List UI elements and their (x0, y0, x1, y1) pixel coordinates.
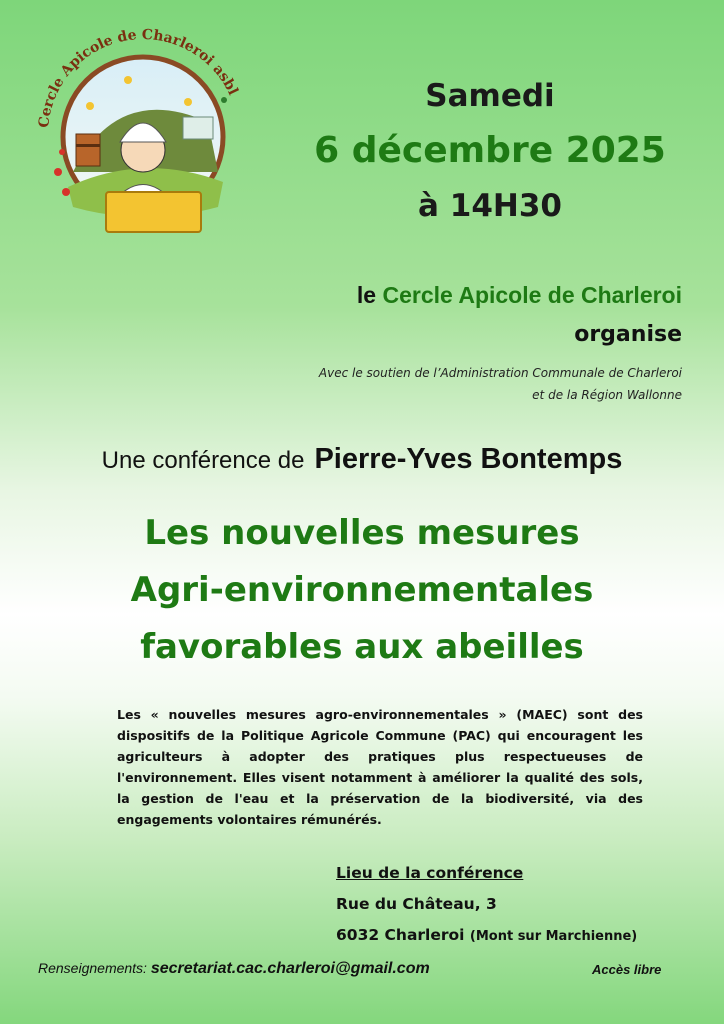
venue-block (336, 858, 637, 952)
contact-label: Renseignements: (38, 960, 147, 976)
speaker-line (0, 443, 724, 476)
title-line-1: Les nouvelles mesures (144, 513, 580, 553)
access-note: Accès libre (592, 962, 662, 977)
support-line-2: et de la Région Wallonne (532, 388, 682, 402)
speaker-name: Pierre-Yves Bontemps (314, 443, 623, 475)
description: Les « nouvelles mesures agro-environnementales » (MAEC) sont des dispositifs de la Politique Agricole Commune (PAC) qui encouragent les agriculteurs à adopter des pratiques plus respectueuses de l'environnement. Elles visent notamment à améliorer la qualité des sols, la gestion de l'eau et la préservation de la biodiversité, via des engagements volontaires rémunérés. (117, 707, 643, 827)
organizer-verb: organise (574, 322, 682, 347)
title-line-3: favorables aux abeilles (140, 627, 584, 667)
venue-district: (Mont sur Marchienne) (469, 929, 638, 944)
organizer-name: Cercle Apicole de Charleroi (382, 282, 682, 308)
event-date: 6 décembre 2025 (314, 130, 666, 171)
venue-street: Rue du Château, 3 (336, 895, 497, 913)
svg-text:Cercle Apicole de Charleroi as: Cercle Apicole de Charleroi asbl (36, 26, 241, 129)
support-line-1: Avec le soutien de l’Administration Communale de Charleroi (318, 366, 682, 380)
speaker-intro: Une conférence de (101, 447, 305, 474)
club-logo (28, 22, 258, 247)
venue-heading: Lieu de la conférence (336, 864, 524, 882)
contact-line (38, 960, 430, 978)
title-line-2: Agri-environnementales (130, 570, 594, 610)
organizer-prefix: le (356, 282, 377, 308)
event-time: à 14H30 (418, 188, 562, 224)
venue-city: 6032 Charleroi (336, 926, 465, 944)
contact-email[interactable]: secretariat.cac.charleroi@gmail.com (150, 960, 430, 977)
conference-title (0, 505, 724, 676)
venue-city-line (336, 920, 637, 952)
organizer-line (357, 282, 682, 309)
event-day: Samedi (425, 78, 555, 114)
